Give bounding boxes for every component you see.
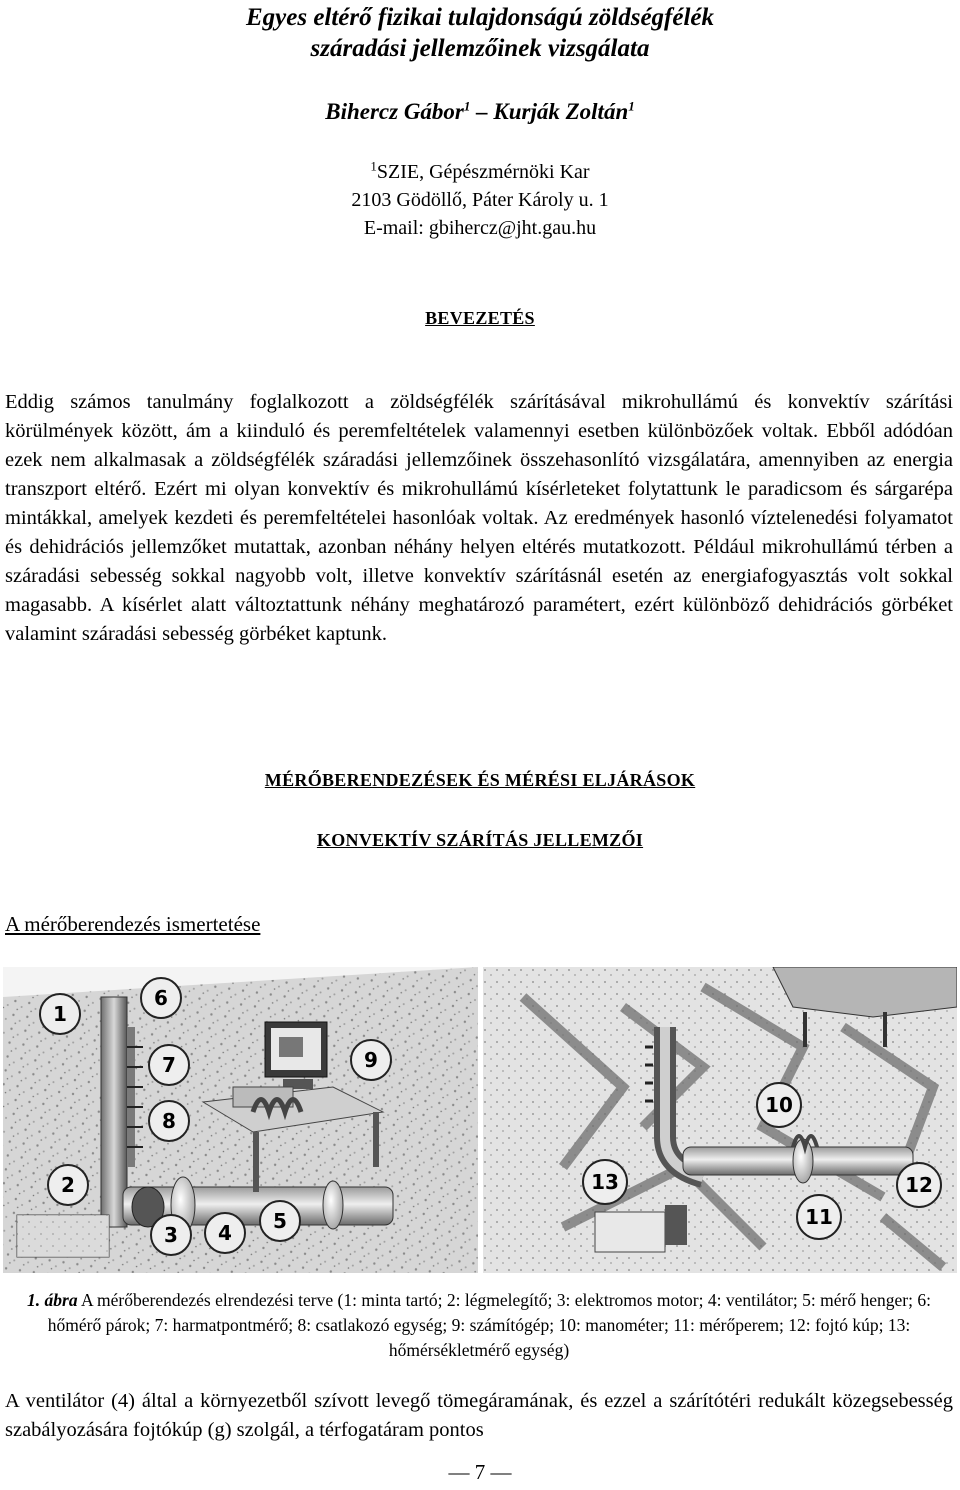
figure-caption	[5, 1288, 953, 1363]
marker-5: 5	[273, 1209, 287, 1233]
affiliation-line-1: $^1$SZIE, Gépészmérnöki Kar	[370, 158, 590, 183]
apparatus-illustration	[3, 967, 957, 1273]
marker-10: 10	[765, 1093, 793, 1117]
intro-paragraph: Eddig számos tanulmány foglalkozott a zöldségfélék szárításával mikrohullámú és konvektív szárítási körülmények között, ám a kiinduló és peremfeltételek valamennyi esetben különbözőek voltak. Ebből adódóan ezek nem alkalmasak a zöldségfélék száradási jellemzőinek összehasonlító vizsgálatára, amennyiben az energia transzport eltérő. Ezért mi olyan konvektív és mikrohullámú kísérleteket folytattunk le paradicsom és sárgarépa mintákkal, amelyek kezdeti és peremfeltételei hasonlóak voltak. Az eredmények hasonló víztelenedési folyamatot és dehidrációs jellemzőket mutattak, azonban néhány helyen eltérés mutatkozott. Például mikrohullámú térben a száradási sebesség sokkal nagyobb volt, illetve konvektív szárításnál esetén az energiafogyasztás volt sokkal magasabb. A kísérlet alatt változtattunk néhány meghatározó paramétert, ezért különböző dehidrációs görbéket valamint száradási sebesség görbéket kaptunk.	[5, 391, 953, 645]
marker-4: 4	[218, 1221, 232, 1245]
affiliation-marker: 1	[370, 158, 377, 174]
marker-1: 1	[53, 1002, 67, 1026]
section-heading-intro: BEVEZETÉS	[425, 308, 535, 328]
page-number: — 7 —	[448, 1460, 512, 1484]
authors	[0, 99, 960, 124]
figure-caption-label: 1. ábra	[27, 1290, 78, 1310]
email-link[interactable]: gbihercz@jht.gau.hu	[428, 217, 597, 239]
author-separator: –	[470, 99, 494, 124]
marker-8: 8	[162, 1109, 176, 1133]
figure-apparatus	[3, 967, 957, 1273]
subsection-title: A mérőberendezés ismertetése	[5, 912, 261, 936]
title-line-1: Egyes eltérő fizikai tulajdonságú zöldségfélék	[245, 4, 715, 31]
author-2-affil: 1	[628, 98, 635, 114]
marker-9: 9	[364, 1048, 378, 1072]
subheading-convective: KONVEKTÍV SZÁRÍTÁS JELLEMZŐI	[316, 830, 644, 850]
affiliation-line-2: 2103 Gödöllő, Páter Károly u. 1	[351, 189, 609, 211]
body-paragraph-2: A ventilátor (4) által a környezetből szívott levegő tömegáramának, és ezzel a szárítótéri redukált közegsebesség szabályozására fojtókúp (g) szolgál, a térfogatáram pontos	[5, 1390, 953, 1441]
right-scene	[483, 967, 957, 1273]
left-scene	[3, 967, 478, 1273]
marker-11: 11	[805, 1205, 833, 1229]
marker-2: 2	[61, 1173, 75, 1197]
figure-caption-text: A mérőberendezés elrendezési terve (1: minta tartó; 2: légmelegítő; 3: elektromos motor; 4: ventilátor; 5: mérő henger; 6: hőmérő párok; 7: harmatpontmérő; 8: csatlakozó egység; 9: számítógép; 10: manométer; 11: mérőperem; 12: fojtó kúp; 13: hőmérsékletmérő egység)	[47, 1290, 931, 1360]
title-line-2: száradási jellemzőinek vizsgálata	[310, 35, 650, 62]
section-heading-methods: MÉRŐBERENDEZÉSEK ÉS MÉRÉSI ELJÁRÁSOK	[264, 770, 696, 790]
marker-6: 6	[154, 986, 168, 1010]
author-1-affil: 1	[463, 98, 471, 114]
marker-7: 7	[162, 1053, 176, 1077]
author-1: Bihercz Gábor	[325, 99, 464, 124]
author-2: Kurják Zoltán	[493, 99, 629, 124]
marker-3: 3	[164, 1223, 178, 1247]
marker-13: 13	[591, 1170, 619, 1194]
email-line: E-mail: gbihercz@jht.gau.hu	[363, 217, 597, 239]
marker-12: 12	[905, 1173, 933, 1197]
